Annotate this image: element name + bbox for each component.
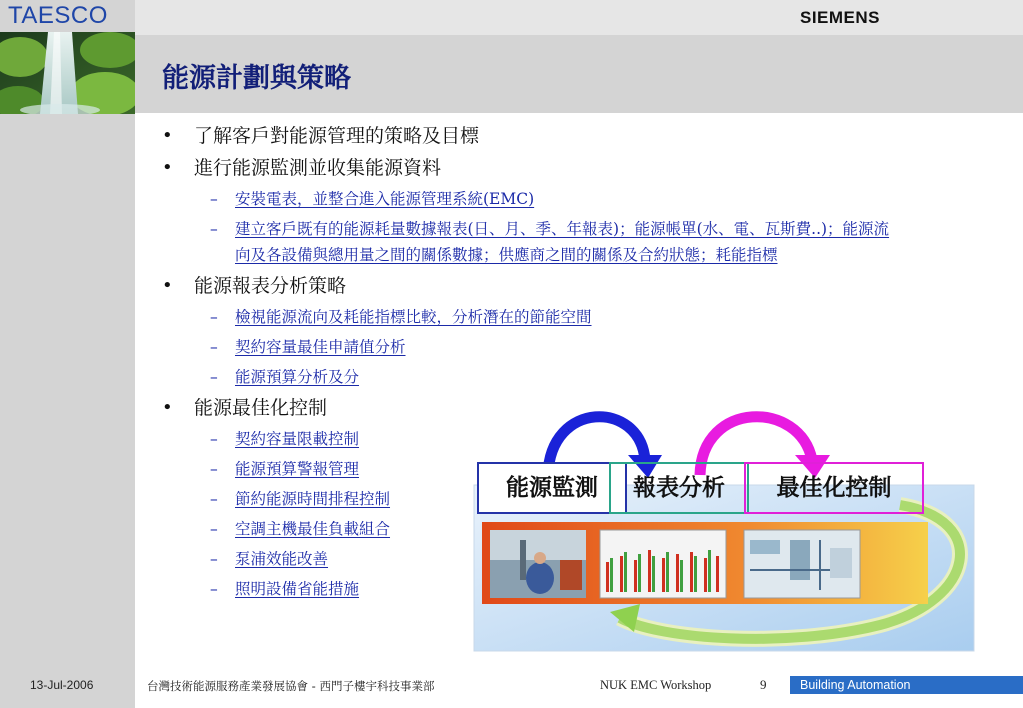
monitoring-photo-thumbnail bbox=[490, 530, 586, 598]
sub-item-link[interactable]: 檢視能源流向及耗能指標比較，分析潛在的節能空間 bbox=[235, 308, 592, 326]
sub-item[interactable]: – 能源預算分析及分 bbox=[210, 368, 360, 386]
sub-item-link[interactable]: 照明設備省能措施 bbox=[235, 580, 360, 598]
sub-item-link[interactable]: 能源預算警報管理 bbox=[235, 460, 360, 478]
sub-item[interactable]: – 能源預算警報管理 bbox=[210, 460, 360, 478]
page-title: 能源計劃與策略 bbox=[162, 63, 351, 94]
sub-item[interactable]: – 契約容量限載控制 bbox=[210, 430, 360, 448]
sub-item-link[interactable]: 安裝電表，並整合進入能源管理系統(EMC) bbox=[235, 190, 535, 208]
bullet-text: 能源報表分析策略 bbox=[194, 275, 347, 297]
sub-item-link[interactable]: 節約能源時間排程控制 bbox=[235, 490, 391, 508]
stage-monitoring bbox=[477, 462, 627, 514]
bullet-item bbox=[160, 154, 920, 182]
sub-item[interactable]: – 建立客戶既有的能源耗量數據報表(日、月、季、年報表)；能源帳單(水、電、瓦斯費..)；能源流向及各設備與總用量之間的關係數據；供應商之間的關係及合約狀態；耗能指標 bbox=[210, 220, 890, 264]
sub-item-link[interactable]: 泵浦效能改善 bbox=[235, 550, 329, 568]
sub-item-link[interactable]: 空調主機最佳負載組合 bbox=[235, 520, 391, 538]
stage-label: 報表分析 bbox=[633, 474, 725, 501]
bullet-item bbox=[160, 122, 920, 150]
page-number: 9 bbox=[760, 677, 767, 692]
bullet-text: 能源最佳化控制 bbox=[194, 397, 328, 419]
energy-cycle-diagram bbox=[470, 405, 990, 655]
sub-item[interactable]: – 契約容量最佳申請值分析 bbox=[210, 338, 406, 356]
sub-item-link[interactable]: 建立客戶既有的能源耗量數據報表(日、月、季、年報表)；能源帳單(水、電、瓦斯費..)；能源流向及各設備與總用量之間的關係數據；供應商之間的關係及合約狀態；耗能指標 bbox=[235, 220, 890, 264]
sub-item[interactable]: – 泵浦效能改善 bbox=[210, 550, 329, 568]
control-schematic-thumbnail bbox=[744, 530, 860, 598]
sub-item[interactable]: – 安裝電表，並整合進入能源管理系統(EMC) bbox=[210, 190, 535, 208]
sub-item[interactable]: – 檢視能源流向及耗能指標比較，分析潛在的節能空間 bbox=[210, 308, 592, 326]
waterfall-photo bbox=[0, 32, 135, 114]
footer-badge: Building Automation bbox=[790, 676, 1023, 694]
report-chart-thumbnail bbox=[600, 530, 726, 598]
footer-date: 13-Jul-2006 bbox=[30, 678, 94, 692]
sub-item-link[interactable]: 契約容量限載控制 bbox=[235, 430, 360, 448]
footer-organization: 台灣技術能源服務產業發展協會 - 西門子樓宇科技事業部 bbox=[147, 679, 435, 693]
taesco-logo: TAESCO bbox=[8, 2, 108, 29]
sub-item-link[interactable]: 契約容量最佳申請值分析 bbox=[235, 338, 406, 356]
stage-label: 能源監測 bbox=[506, 474, 598, 501]
bullet-text: 進行能源監測並收集能源資料 bbox=[194, 157, 442, 179]
siemens-logo: SIEMENS bbox=[800, 8, 881, 27]
bullet-dot-icon: • bbox=[162, 397, 173, 418]
stage-control bbox=[744, 462, 924, 514]
sub-item[interactable]: – 照明設備省能措施 bbox=[210, 580, 360, 598]
bullet-item bbox=[160, 272, 920, 300]
bullet-dot-icon: • bbox=[162, 275, 173, 296]
sub-item[interactable]: – 節約能源時間排程控制 bbox=[210, 490, 391, 508]
sub-item-link[interactable]: 能源預算分析及分 bbox=[235, 368, 360, 386]
stage-report bbox=[609, 462, 749, 514]
bullet-dot-icon: • bbox=[162, 157, 173, 178]
bullet-text: 了解客戶對能源管理的策略及目標 bbox=[194, 125, 480, 147]
sub-item[interactable]: – 空調主機最佳負載組合 bbox=[210, 520, 391, 538]
bullet-dot-icon: • bbox=[162, 125, 173, 146]
footer-event: NUK EMC Workshop bbox=[600, 678, 712, 692]
stage-label: 最佳化控制 bbox=[776, 474, 892, 501]
